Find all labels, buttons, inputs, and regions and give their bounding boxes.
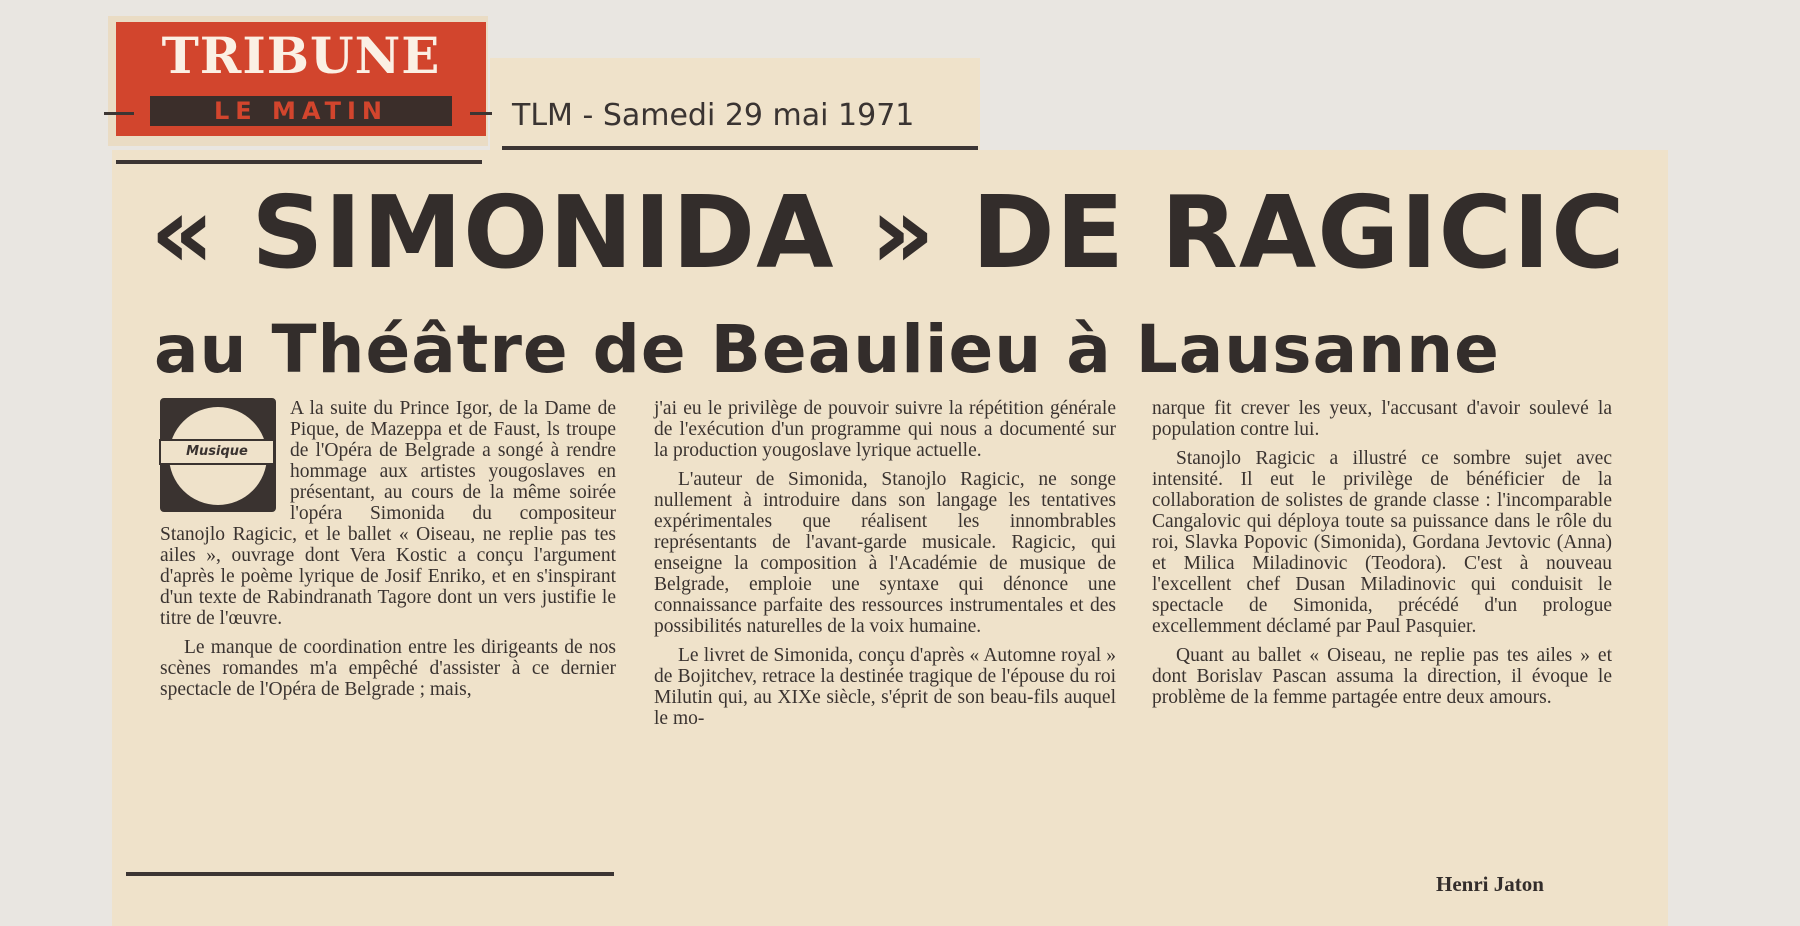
paragraph: Quant au ballet « Oiseau, ne replie pas tes ailes » et dont Borislav Pascan assuma la direction, il évoque le problème de la femme partagée entre deux amours.: [1152, 645, 1612, 708]
paragraph: L'auteur de Simonida, Stanojlo Ragicic, ne songe nullement à introduire dans son langage les tentatives expérimentales que réalisent les innombrables représentants de l'avant-garde musicale. Ragicic, qui enseigne la composition à l'Académie de musique de Belgrade, emploie une syntaxe qui dénonce une connaissance parfaite des ressources instrumentales et des possibilités naturelles de la voix humaine.: [654, 469, 1116, 637]
article-column-2: [654, 398, 1116, 737]
paragraph: Le livret de Simonida, conçu d'après « Automne royal » de Bojitchev, retrace la destinée tragique de l'épouse du roi Milutin qui, au XIXe siècle, s'éprit de son beau-fils auquel le mo-: [654, 645, 1116, 729]
author-signature: Henri Jaton: [1436, 872, 1544, 896]
article-column-1: [160, 398, 616, 708]
paragraph: j'ai eu le privilège de pouvoir suivre la répétition générale de l'exécution d'un programme qui nous a documenté sur la production yougoslave lyrique actuelle.: [654, 398, 1116, 461]
dateline-rule: [502, 146, 978, 150]
logo-title: TRIBUNE: [161, 26, 441, 85]
paragraph: A la suite du Prince Igor, de la Dame de Pique, de Mazeppa et de Faust, ls troupe de l'Opéra de Belgrade a songé à rendre hommage aux artistes yougoslaves en présentant, au cours de la même soirée l'opéra Simonida du compositeur Stanojlo Ragicic, et le ballet « Oiseau, ne replie pas tes ailes », ouvrage dont Vera Kostic a conçu l'argument d'après le poème lyrique de Josif Enriko, et en s'inspirant d'un texte de Rabindranath Tagore dont un vers justifie le titre de l'œuvre.: [160, 398, 616, 629]
paragraph: narque fit crever les yeux, l'accusant d'avoir soulevé la population contre lui.: [1152, 398, 1612, 440]
masthead-rule-right: [470, 112, 492, 115]
paragraph: Stanojlo Ragicic a illustré ce sombre sujet avec intensité. Il eut le privilège de bénéficier de la collaboration de solistes de grande classe : l'incomparable Cangalovic qui déploya toute sa puissance dans le rôle du roi, Slavka Popovic (Simonida), Gordana Jevtovic (Anna) et Milica Miladinovic (Teodora). C'est à nouveau l'excellent chef Dusan Miladinovic qui conduisit le spectacle de Simonida, précédé d'un prologue excellemment déclamé par Paul Pasquier.: [1152, 448, 1612, 637]
headline: « SIMONIDA » DE RAGICIC: [150, 174, 1626, 291]
logo-band: [150, 96, 452, 126]
subheadline: au Théâtre de Beaulieu à Lausanne: [154, 311, 1500, 388]
article-column-3: [1152, 398, 1612, 716]
masthead-bottom-rule: [116, 160, 482, 164]
badge-label: Musique: [159, 439, 275, 465]
music-section-badge: [160, 398, 276, 512]
masthead-rule-left: [104, 112, 134, 115]
column-1-bottom-rule: [126, 872, 614, 876]
dateline: TLM - Samedi 29 mai 1971: [512, 98, 915, 133]
paragraph: Le manque de coordination entre les dirigeants de nos scènes romandes m'a empêché d'assister à ce dernier spectacle de l'Opéra de Belgrade ; mais,: [160, 637, 616, 700]
logo-subtitle: LE MATIN: [213, 97, 389, 125]
tribune-le-matin-logo: [116, 22, 486, 136]
